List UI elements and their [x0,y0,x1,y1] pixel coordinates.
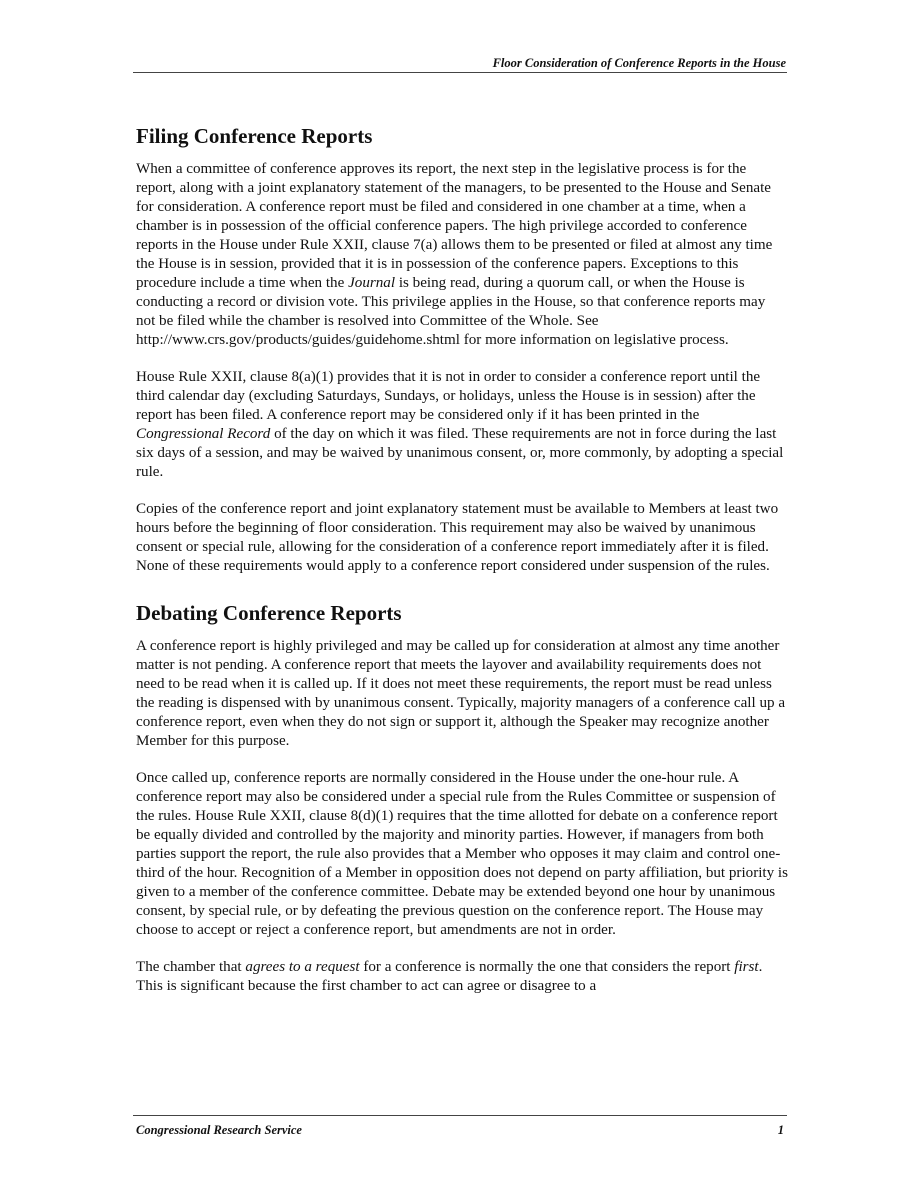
paragraph-text: House Rule XXII, clause 8(a)(1) provides that it is not in order to consider a conference report until the third calendar day (excluding Saturdays, Sundays, or holidays, unless the House is in session) after the report has been filed. A conference report may be considered only if it has been printed in the [136,369,761,423]
paragraph-filing-1 [136,160,788,350]
italic-term-congressional-record: Congressional Record [136,426,271,442]
paragraph-text: The chamber that [136,959,246,975]
italic-term-first: first [734,959,759,975]
paragraph-text: Copies of the conference report and joint explanatory statement must be available to Members at least two hours before the beginning of floor consideration. This requirement may also be waived by unanimous consent or special rule, allowing for the consideration of a conference report immediately after it is filed. None of these requirements would apply to a conference report considered under suspension of the rules. [136,501,779,574]
paragraph-text: of the day on which it was filed. These requirements are not in force during the last six days of a session, and may be waived by unanimous consent, or, more commonly, by adopting a special rule. [136,426,784,480]
page-number: 1 [777,1123,784,1137]
paragraph-debating-3 [136,958,788,996]
paragraph-text: for a conference is normally the one that considers the report [359,959,735,975]
italic-term-agrees: agrees to a request [245,959,360,975]
paragraph-text: When a committee of conference approves its report, the next step in the legislative process is for the report, along with a joint explanatory statement of the managers, to be presented to the House and Senate for consideration. A conference report must be filed and considered in one chamber at a time, when a chamber is in possession of the official conference papers. The high privilege accorded to conference reports in the House under Rule XXII, clause 7(a) allows them to be presented or filed at almost any time the House is in session, provided that it is in possession of the conference papers. Exceptions to this procedure include a time when the [136,161,773,291]
footer-divider [133,1115,787,1116]
page-body [136,121,788,996]
paragraph-debating-1 [136,637,788,751]
header-divider [133,72,787,73]
paragraph-text: . This is significant because the first chamber to act can agree or disagree to a [136,959,763,994]
section-heading-filing: Filing Conference Reports [136,124,373,148]
paragraph-text: Once called up, conference reports are normally considered in the House under the one-hour rule. A conference report may also be considered under a special rule from the Rules Committee or suspension of the rules. House Rule XXII, clause 8(d)(1) requires that the time allotted for debate on a conference report be equally divided and controlled by the majority and minority parties. However, if managers from both parties support the report, the rule also provides that a Member who opposes it may claim and control one-third of the hour. Recognition of a Member in opposition does not depend on party affiliation, but priority is given to a member of the conference committee. Debate may be extended beyond one hour by unanimous consent, by special rule, or by defeating the previous question on the conference report. The House may choose to accept or reject a conference report, but amendments are not in order. [136,770,789,938]
running-header: Floor Consideration of Conference Reports in the House [492,56,786,70]
paragraph-debating-2 [136,769,788,940]
italic-term-journal: Journal [348,275,396,291]
paragraph-text: A conference report is highly privileged and may be called up for consideration at almost any time another matter is not pending. A conference report that meets the layover and availability requirements does not need to be read when it is called up. If it does not meet these requirements, the report must be read unless the reading is dispensed with by unanimous consent. Typically, majority managers of a conference call up a conference report, even when they do not sign or support it, although the Speaker may recognize another Member for this purpose. [136,638,786,749]
section-heading-debating: Debating Conference Reports [136,601,402,625]
paragraph-filing-3 [136,500,788,576]
paragraph-filing-2 [136,368,788,482]
footer-organization: Congressional Research Service [136,1123,302,1137]
paragraph-text: is being read, during a quorum call, or when the House is conducting a record or division vote. This privilege applies in the House, so that conference reports may not be filed while the chamber is resolved into Committee of the Whole. See http://www.crs.gov/products/guides/guidehome.shtml for more information on legislative process. [136,275,766,348]
